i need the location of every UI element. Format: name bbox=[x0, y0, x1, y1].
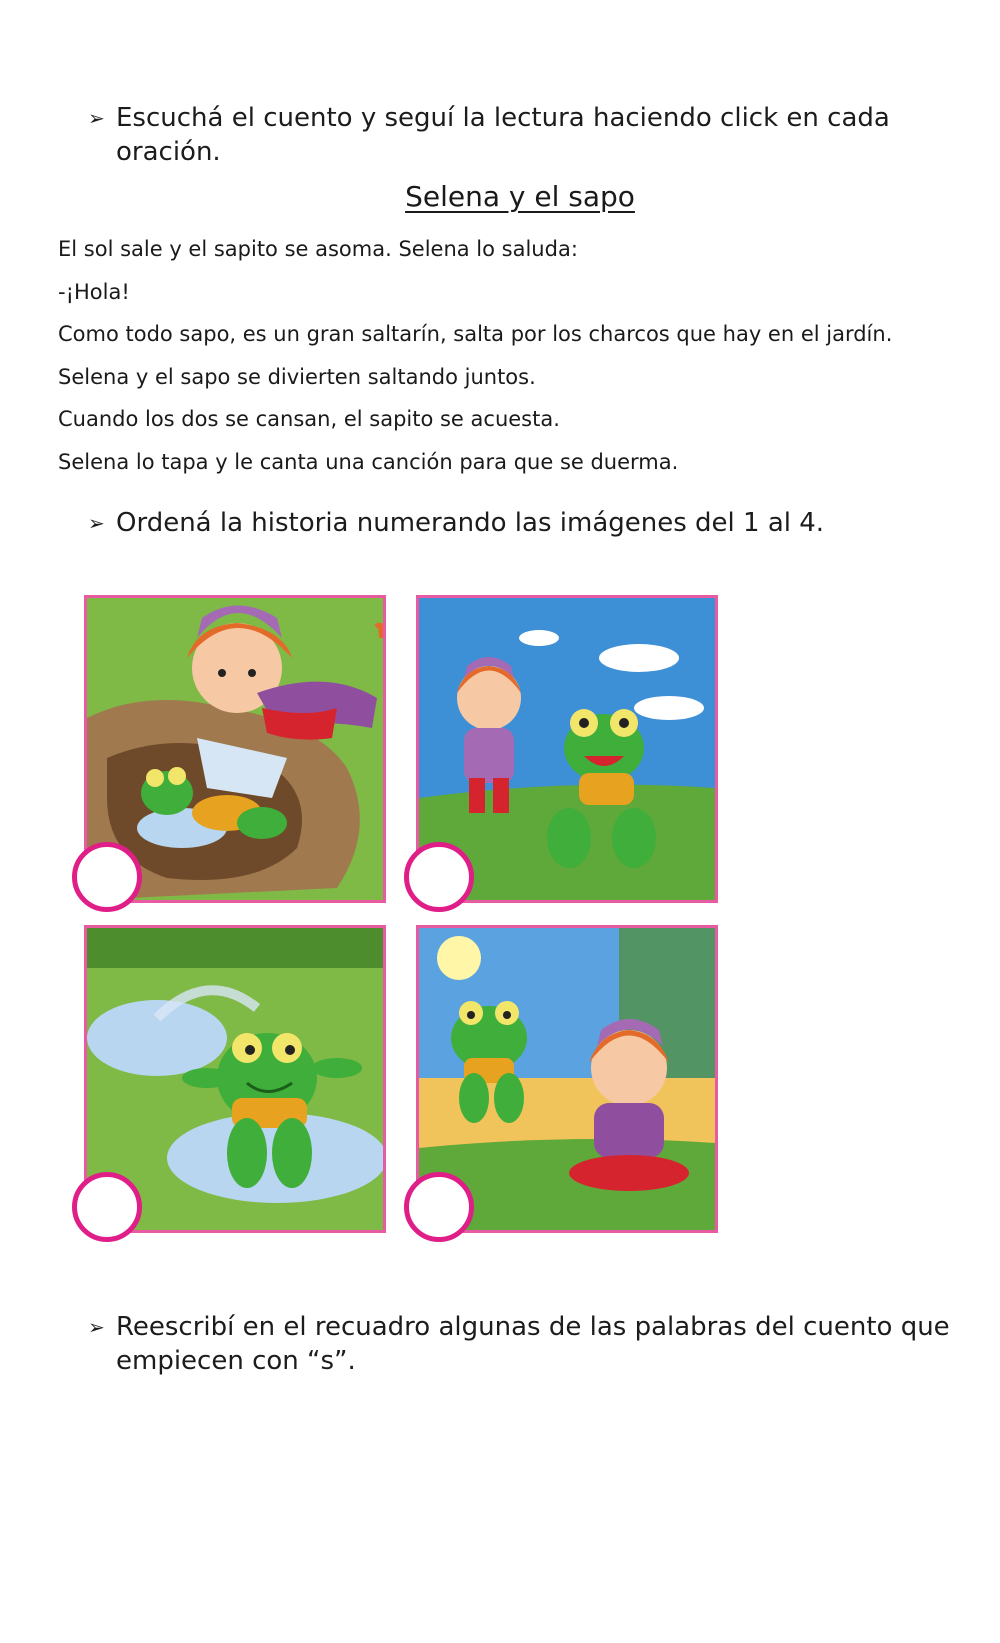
instruction-order-text: Ordená la historia numerando las imágenes del 1 al 4. bbox=[116, 508, 825, 538]
order-number-input-4[interactable] bbox=[404, 1172, 474, 1242]
instruction-rewrite-line-2: empiecen con “s”. bbox=[116, 1346, 356, 1376]
story-sentence-2[interactable]: -¡Hola! bbox=[58, 279, 130, 304]
story-sentence-3[interactable]: Como todo sapo, es un gran saltarín, salta por los charcos que hay en el jardín. bbox=[58, 322, 893, 346]
order-number-input-3[interactable] bbox=[72, 1172, 142, 1242]
story-sentence-6[interactable]: Selena lo tapa y le canta una canción para que se duerma. bbox=[58, 449, 679, 474]
arrow-bullet-icon: ➢ bbox=[88, 511, 105, 535]
instruction-listen bbox=[88, 101, 1000, 169]
story-text bbox=[58, 228, 892, 483]
instruction-rewrite bbox=[88, 1310, 950, 1378]
arrow-bullet-icon: ➢ bbox=[88, 106, 105, 130]
instruction-order bbox=[88, 506, 824, 540]
order-number-input-1[interactable] bbox=[72, 842, 142, 912]
story-title: Selena y el sapo bbox=[405, 180, 635, 213]
arrow-bullet-icon: ➢ bbox=[88, 1315, 105, 1339]
story-sentence-4[interactable]: Selena y el sapo se divierten saltando juntos. bbox=[58, 364, 536, 389]
story-sentence-1[interactable]: El sol sale y el sapito se asoma. Selena lo saluda: bbox=[58, 237, 578, 261]
instruction-listen-text: Escuchá el cuento y seguí la lectura haciendo click en cada oración. bbox=[116, 103, 890, 167]
instruction-rewrite-line-1: Reescribí en el recuadro algunas de las palabras del cuento que bbox=[116, 1312, 950, 1342]
story-sentence-5[interactable]: Cuando los dos se cansan, el sapito se acuesta. bbox=[58, 407, 560, 431]
order-number-input-2[interactable] bbox=[404, 842, 474, 912]
